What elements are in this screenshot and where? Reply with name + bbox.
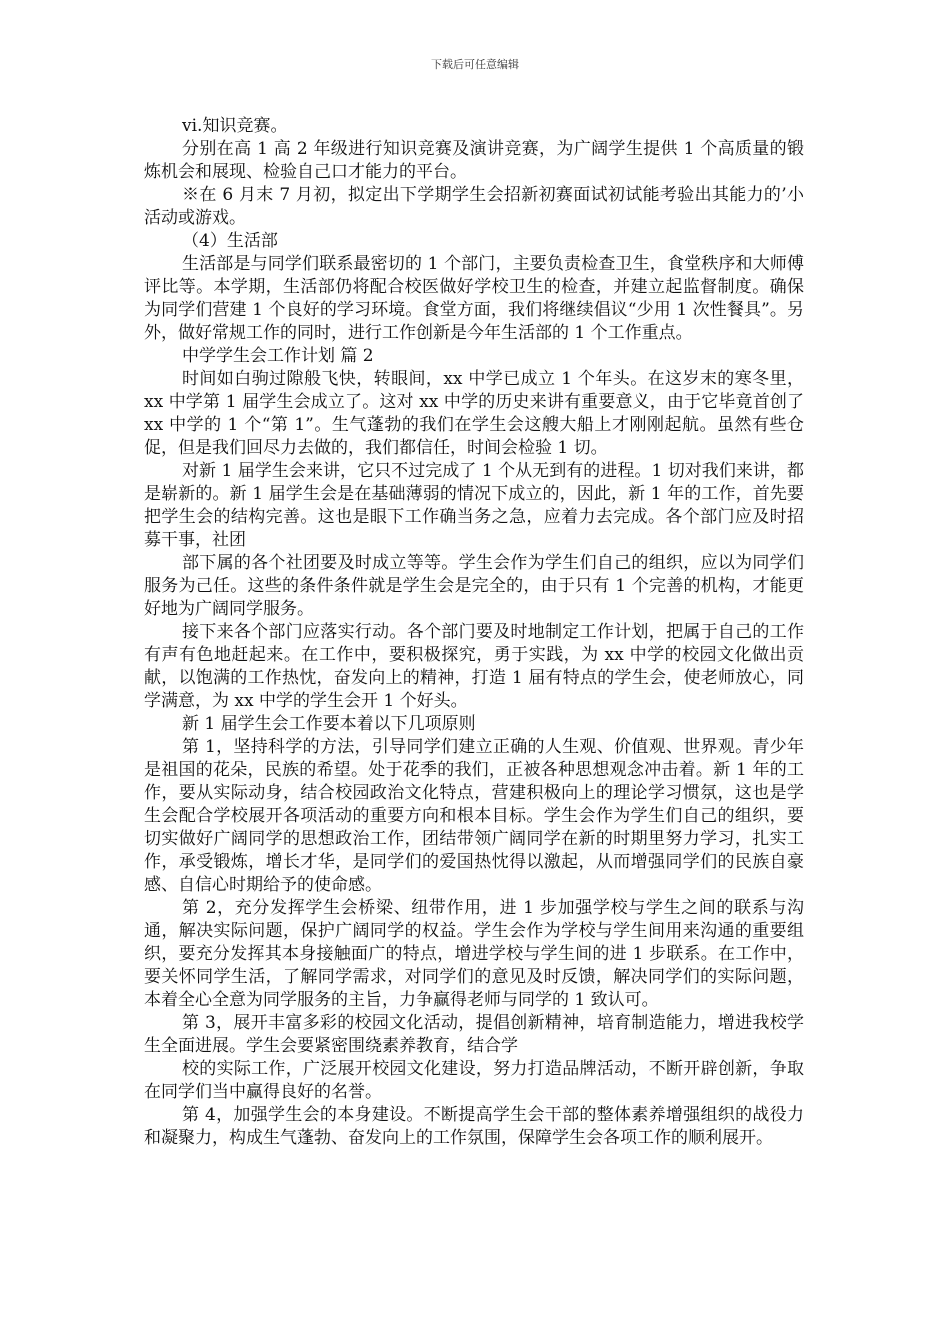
paragraph: 对新 1 届学生会来讲，它只不过完成了 1 个从无到有的进程。1 切对我们来讲，都是崭新的。新 1 届学生会是在基础薄弱的情况下成立的，因此，新 1 年的工作，首先要把学生会的结构完善。这也是眼下工作确当务之急，应着力去完成。各个部门应及时招募干事，社团 — [144, 461, 804, 550]
paragraph: （4）生活部 — [182, 231, 278, 251]
paragraph: 校的实际工作，广泛展开校园文化建设，努力打造品牌活动，不断开辟创新，争取在同学们当中赢得良好的名誉。 — [144, 1059, 804, 1102]
section-heading: 中学学生会工作计划 篇 2 — [182, 346, 374, 366]
paragraph: 部下属的各个社团要及时成立等等。学生会作为学生们自己的组织，应以为同学们服务为己任。这些的条件条件就是学生会是完全的，由于只有 1 个完善的机构，才能更好地为广阔同学服务。 — [144, 553, 804, 619]
paragraph: 第 2，充分发挥学生会桥梁、纽带作用，进 1 步加强学校与学生之间的联系与沟通，解决实际问题，保护广阔同学的权益。学生会作为学校与学生间用来沟通的重要组织，要充分发挥其本身接触面广的特点，增进学校与学生间的进 1 步联系。在工作中，要关怀同学生活，了解同学需求，对同学们的意见及时反馈，解决同学们的实际问题，本着全心全意为同学服务的主旨，力争赢得老师与同学的 1 致认可。 — [144, 898, 804, 1010]
paragraph: 第 1，坚持科学的方法，引导同学们建立正确的人生观、价值观、世界观。青少年是祖国的花朵，民族的希望。处于花季的我们，正被各种思想观念冲击着。新 1 年的工作，要从实际动身，结合校园政治文化特点，营建积极向上的理论学习惯氛，这也是学生会配合学校展开各项活动的重要方向和根本目标。学生会作为学生们自己的组织，要切实做好广阔同学的思想政治工作，团结带领广阔同学在新的时期里努力学习，扎实工作，承受锻炼，增长才华，是同学们的爱国热忱得以激起，从而增强同学们的民族自豪感、自信心时期给予的使命感。 — [144, 737, 804, 895]
page-header: 下载后可任意编辑 — [431, 58, 519, 71]
paragraph: 第 3，展开丰富多彩的校园文化活动，提倡创新精神，培育制造能力，增进我校学生全面进展。学生会要紧密围绕素养教育，结合学 — [144, 1013, 804, 1056]
paragraph: 第 4，加强学生会的本身建设。不断提高学生会干部的整体素养增强组织的战役力和凝聚力，构成生气蓬勃、奋发向上的工作氛围，保障学生会各项工作的顺利展开。 — [144, 1105, 804, 1148]
document-body — [144, 115, 804, 1150]
paragraph: 接下来各个部门应落实行动。各个部门要及时地制定工作计划，把属于自己的工作有声有色地赶起来。在工作中，要积极探究，勇于实践，为 xx 中学的校园文化做出贡献，以饱满的工作热忱，奋发向上的精神，打造 1 届有特点的学生会，使老师放心，同学满意，为 xx 中学的学生会开 1 个好头。 — [144, 622, 804, 711]
paragraph: 分别在高 1 高 2 年级进行知识竞赛及演讲竞赛，为广阔学生提供 1 个高质量的锻炼机会和展现、检验自己口才能力的平台。 — [144, 139, 804, 182]
paragraph: 时间如白驹过隙般飞快，转眼间，xx 中学已成立 1 个年头。在这岁末的寒冬里，xx 中学第 1 届学生会成立了。这对 xx 中学的历史来讲有重要意义，由于它毕竟首创了 xx 中学的 1 个“第 1”。生气蓬勃的我们在学生会这艘大船上才刚刚起航。虽然有些仓促，但是我们回尽力去做的，我们都信任，时间会检验 1 切。 — [144, 369, 804, 458]
paragraph: ※在 6 月末 7 月初，拟定出下学期学生会招新初赛面试初试能考验出其能力的’小活动或游戏。 — [144, 185, 804, 228]
paragraph: 生活部是与同学们联系最密切的 1 个部门，主要负责检查卫生，食堂秩序和大师傅评比等。本学期，生活部仍将配合校医做好学校卫生的检查，并建立起监督制度。确保为同学们营建 1 个良好的学习环境。食堂方面，我们将继续倡议“少用 1 次性餐具”。另外，做好常规工作的同时，进行工作创新是今年生活部的 1 个工作重点。 — [144, 254, 804, 343]
paragraph: vi.知识竞赛。 — [182, 116, 288, 136]
paragraph: 新 1 届学生会工作要本着以下几项原则 — [182, 714, 476, 734]
